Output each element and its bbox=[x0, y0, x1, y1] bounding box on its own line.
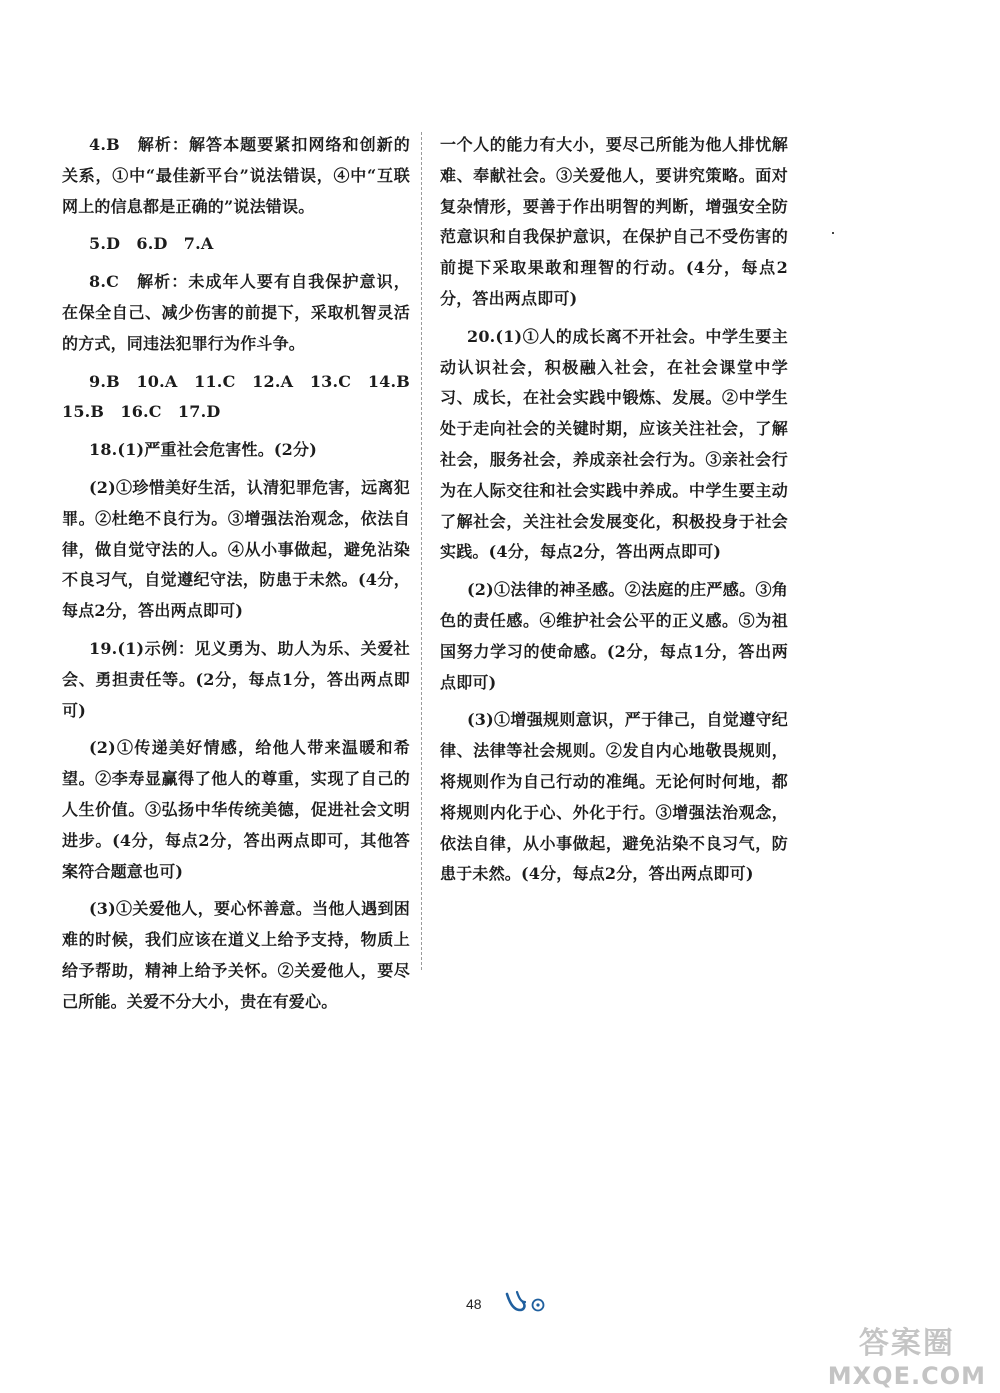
answer-20-2: (2)①法律的神圣感。②法庭的庄严感。③角色的责任感。④维护社会公平的正义感。⑤为祖国努力学习的使命感。(2分，每点1分，答出两点即可) bbox=[440, 580, 788, 692]
column-divider bbox=[421, 132, 422, 970]
right-column bbox=[440, 130, 788, 897]
watermark bbox=[828, 1318, 986, 1390]
answer-19-1: 19.(1)示例：见义勇为、助人为乐、关爱社会、勇担责任等。(2分，每点1分，答出两点即可) bbox=[62, 638, 410, 720]
watermark-url: MXQE.COM bbox=[827, 1362, 986, 1390]
answer-19-2: (2)①传递美好情感，给他人带来温暖和希望。②李寿显赢得了他人的尊重，实现了自己的人生价值。③弘扬中华传统美德，促进社会文明进步。(4分，每点2分，答出两点即可，其他答案符合题意也可) bbox=[62, 738, 410, 881]
answer-8: 8.C 解析：未成年人要有自我保护意识，在保全自己、减少伤害的前提下，采取机智灵活的方式，同违法犯罪行为作斗争。 bbox=[62, 272, 410, 353]
answer-18-2: (2)①珍惜美好生活，认清犯罪危害，远离犯罪。②杜绝不良行为。③增强法治观念，依法自律，做自觉守法的人。④从小事做起，避免沾染不良习气，自觉遵纪守法，防患于未然。(4分，每点2分，答出两点即可) bbox=[62, 477, 410, 621]
page-number: 48 bbox=[466, 1296, 482, 1312]
left-column bbox=[62, 130, 427, 1025]
answer-20-1: 20.(1)①人的成长离不开社会。中学生要主动认识社会，积极融入社会，在社会课堂中学习、成长，在社会实践中锻炼、发展。②中学生处于走向社会的关键时期，应该关注社会，了解社会，服务社会，养成亲社会行为。③亲社会行为在人际交往和社会实践中养成。中学生要主动了解社会，关注社会发展变化，积极投身于社会实践。(4分，每点2分，答出两点即可) bbox=[440, 326, 788, 562]
answer-5-7: 5.D 6.D 7.A bbox=[89, 234, 214, 254]
answer-19-3-continued: 一个人的能力有大小，要尽己所能为他人排忧解难、奉献社会。③关爱他人，要讲究策略。面对复杂情形，要善于作出明智的判断，增强安全防范意识和自我保护意识，在保护自己不受伤害的前提下采取果敢和理智的行动。(4分，每点2分，答出两点即可) bbox=[440, 135, 788, 308]
watermark-word: 答案圈 bbox=[858, 1326, 955, 1361]
answer-4: 4.B 解析：解答本题要紧扣网络和创新的关系，①中“最佳新平台”说法错误，④中“互联网上的信息都是正确的”说法错误。 bbox=[62, 135, 410, 216]
answer-20-3: (3)①增强规则意识，严于律己，自觉遵守纪律、法律等社会规则。②发自内心地敬畏规则，将规则作为自己行动的准绳。无论何时何地，都将规则内化于心、外化于行。③增强法治观念，依法自律，从小事做起，避免沾染不良习气，防患于未然。(4分，每点2分，答出两点即可) bbox=[440, 710, 788, 884]
answer-9-17: 9.B 10.A 11.C 12.A 13.C 14.B 15.B 16.C 17.D bbox=[62, 371, 427, 422]
scan-speck bbox=[832, 232, 834, 234]
page-ornament-icon bbox=[504, 1288, 548, 1314]
answer-18-1: 18.(1)严重社会危害性。(2分) bbox=[89, 440, 317, 460]
answer-19-3: (3)①关爱他人，要心怀善意。当他人遇到困难的时候，我们应该在道义上给予支持，物质上给予帮助，精神上给予关怀。②关爱他人，要尽己所能。关爱不分大小，贵在有爱心。 bbox=[62, 899, 410, 1011]
